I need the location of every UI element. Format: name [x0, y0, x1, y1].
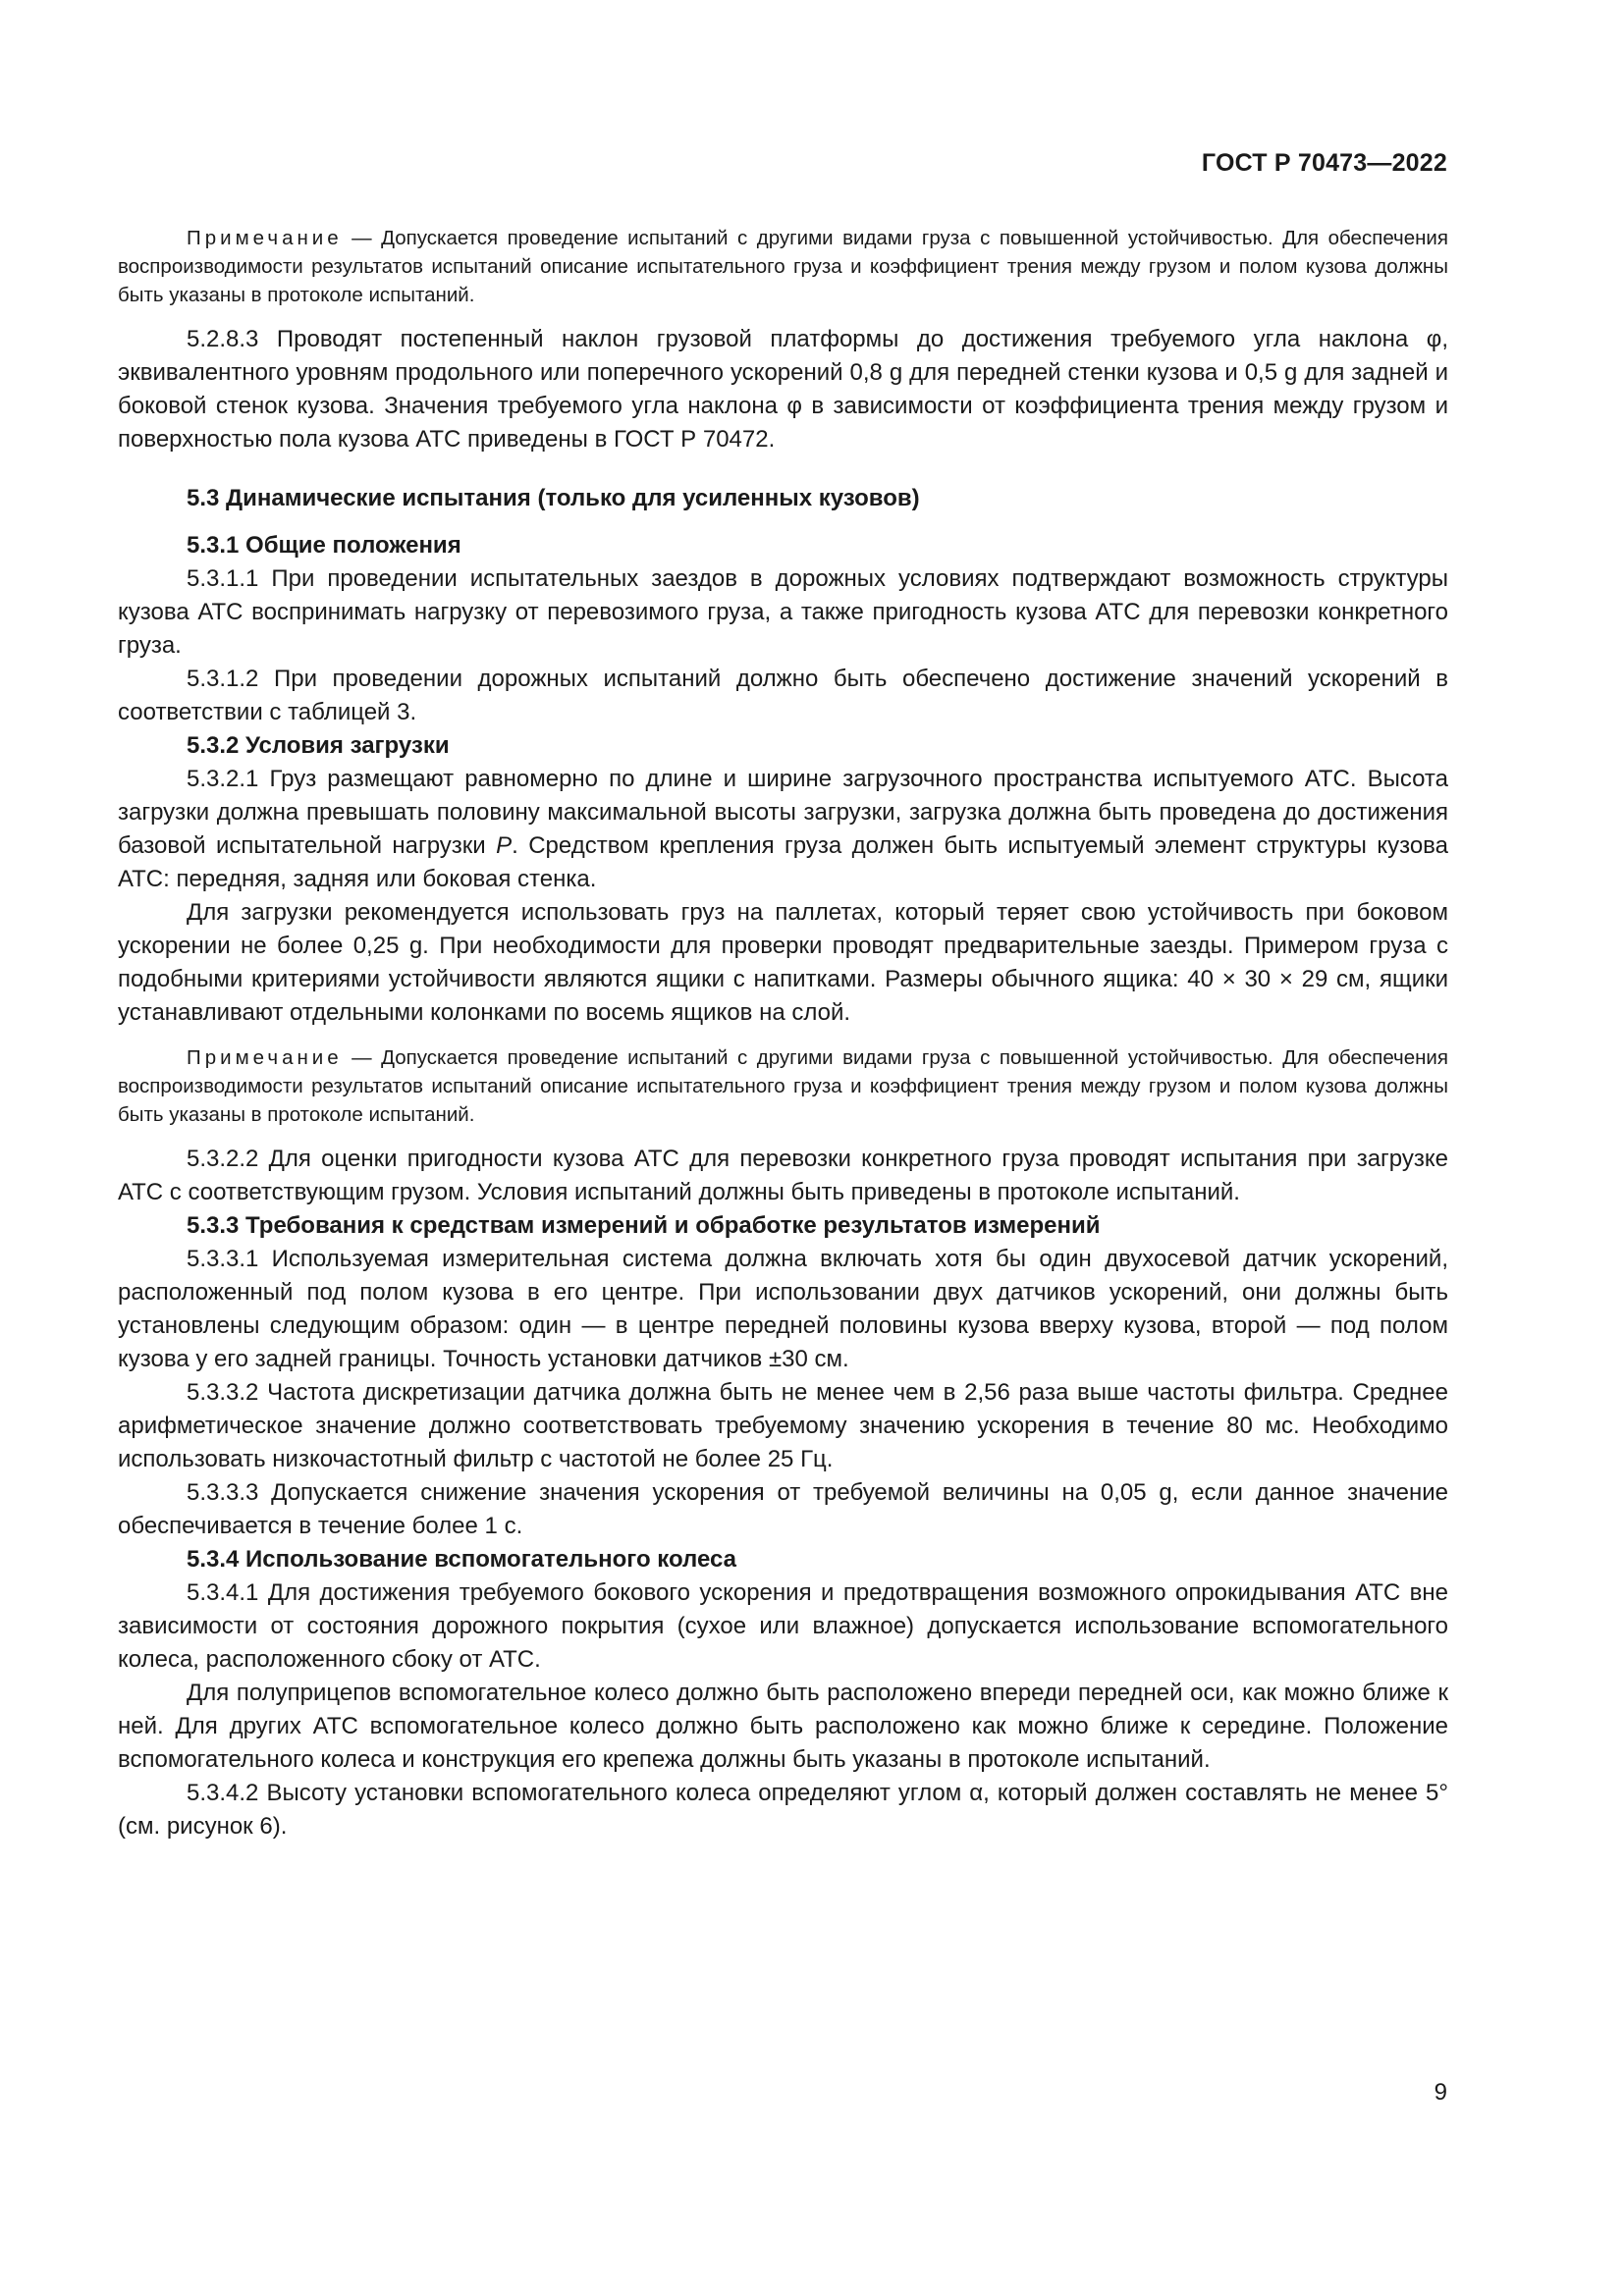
paragraph-semitrailer: Для полуприцепов вспомогательное колесо должно быть расположено впереди передней оси, как можно ближе к ней. Для других АТС вспомогательное колесо должно быть расположено как можно ближе к середине. Положение вспомогательного колеса и конструкция его крепежа должны быть указаны в протоколе испытаний. [118, 1680, 1448, 1773]
paragraph-5-3-2-1-part-b: . Средством крепления груза должен быть испытуемый элемент структуры кузова АТС: передняя, задняя или боковая стенка. [118, 832, 1448, 892]
note-text: — Допускается проведение испытаний с другими видами груза с повышенной устойчивостью. Для обеспечения воспроизводимости результатов испытаний описание испытательного груза и коэффициент трения между грузом и полом кузова должны быть указаны в протоколе испытаний. [118, 227, 1448, 306]
paragraph-5-3-1-1: 5.3.1.1 При проведении испытательных заездов в дорожных условиях подтверждают возможность структуры кузова АТС воспринимать нагрузку от перевозимого груза, а также пригодность кузова АТС для перевозки конкретного груза. [118, 565, 1448, 659]
paragraph-5-3-2-1 [118, 763, 1448, 896]
paragraph-5-3-2-1-part-a: 5.3.2.1 Груз размещают равномерно по длине и ширине загрузочного пространства испытуемого АТС. Высота загрузки должна превышать половину максимальной высоты загрузки, загрузка должна быть проведена до достижения базовой испытательной нагрузки [118, 766, 1448, 859]
paragraph-5-3-3-3: 5.3.3.3 Допускается снижение значения ускорения от требуемой величины на 0,05 g, если данное значение обеспечивается в течение более 1 с. [118, 1479, 1448, 1539]
paragraph-5-3-4-2: 5.3.4.2 Высоту установки вспомогательного колеса определяют углом α, который должен составлять не менее 5° (см. рисунок 6). [118, 1780, 1448, 1840]
paragraph-5-3-1-2: 5.3.1.2 При проведении дорожных испытаний должно быть обеспечено достижение значений ускорений в соответствии с таблицей 3. [118, 666, 1448, 725]
document-id: ГОСТ Р 70473—2022 [1201, 149, 1447, 177]
section-heading-5-3-4: 5.3.4 Использование вспомогательного колеса [187, 1546, 737, 1573]
paragraph-5-3-3-1: 5.3.3.1 Используемая измерительная система должна включать хотя бы один двухосевой датчик ускорений, расположенный под полом кузова в его центре. При использовании двух датчиков ускорений, они должны быть установлены следующим образом: один — в центре передней половины кузова вверху кузова, второй — под полом кузова у его задней границы. Точность установки датчиков ±30 см. [118, 1246, 1448, 1372]
paragraph-5-3-4-1: 5.3.4.1 Для достижения требуемого бокового ускорения и предотвращения возможного опрокидывания АТС вне зависимости от состояния дорожного покрытия (сухое или влажное) допускается использование вспомогательного колеса, расположенного сбоку от АТС. [118, 1579, 1448, 1673]
paragraph-5-2-8-3: 5.2.8.3 Проводят постепенный наклон грузовой платформы до достижения требуемого угла наклона φ, эквивалентного уровням продольного или поперечного ускорений 0,8 g для передней стенки кузова и 0,5 g для задней и боковой стенок кузова. Значения требуемого угла наклона φ в зависимости от коэффициента трения между грузом и поверхностью пола кузова АТС приведены в ГОСТ Р 70472. [118, 326, 1448, 453]
load-variable: P [496, 832, 513, 859]
page-body [118, 224, 1448, 1843]
section-heading-5-3-3: 5.3.3 Требования к средствам измерений и обработке результатов измерений [187, 1212, 1101, 1239]
paragraph-5-3-3-2: 5.3.3.2 Частота дискретизации датчика должна быть не менее чем в 2,56 раза выше частоты фильтра. Среднее арифметическое значение должно соответствовать требуемому значению ускорения в течение 80 мс. Необходимо использовать низкочастотный фильтр с частотой не более 25 Гц. [118, 1379, 1448, 1472]
note-label: Примечание [187, 227, 343, 249]
section-heading-5-3: 5.3 Динамические испытания (только для усиленных кузовов) [187, 485, 920, 511]
note-1 [118, 224, 1448, 309]
note-text: — Допускается проведение испытаний с другими видами груза с повышенной устойчивостью. Для обеспечения воспроизводимости результатов испытаний описание испытательного груза и коэффициент трения между грузом и полом кузова должны быть указаны в протоколе испытаний. [118, 1046, 1448, 1126]
note-label: Примечание [187, 1046, 343, 1069]
section-heading-5-3-1: 5.3.1 Общие положения [187, 532, 461, 559]
note-2 [118, 1043, 1448, 1129]
section-heading-5-3-2: 5.3.2 Условия загрузки [187, 732, 450, 759]
paragraph-5-3-2-2: 5.3.2.2 Для оценки пригодности кузова АТС для перевозки конкретного груза проводят испытания при загрузке АТС с соответствующим грузом. Условия испытаний должны быть приведены в протоколе испытаний. [118, 1146, 1448, 1205]
paragraph-loading: Для загрузки рекомендуется использовать груз на паллетах, который теряет свою устойчивость при боковом ускорении не более 0,25 g. При необходимости для проверки проводят предварительные заезды. Примером груза с подобными критериями устойчивости являются ящики с напитками. Размеры обычного ящика: 40 × 30 × 29 см, ящики устанавливают отдельными колонками по восемь ящиков на слой. [118, 899, 1448, 1026]
page-number: 9 [1434, 2079, 1447, 2106]
